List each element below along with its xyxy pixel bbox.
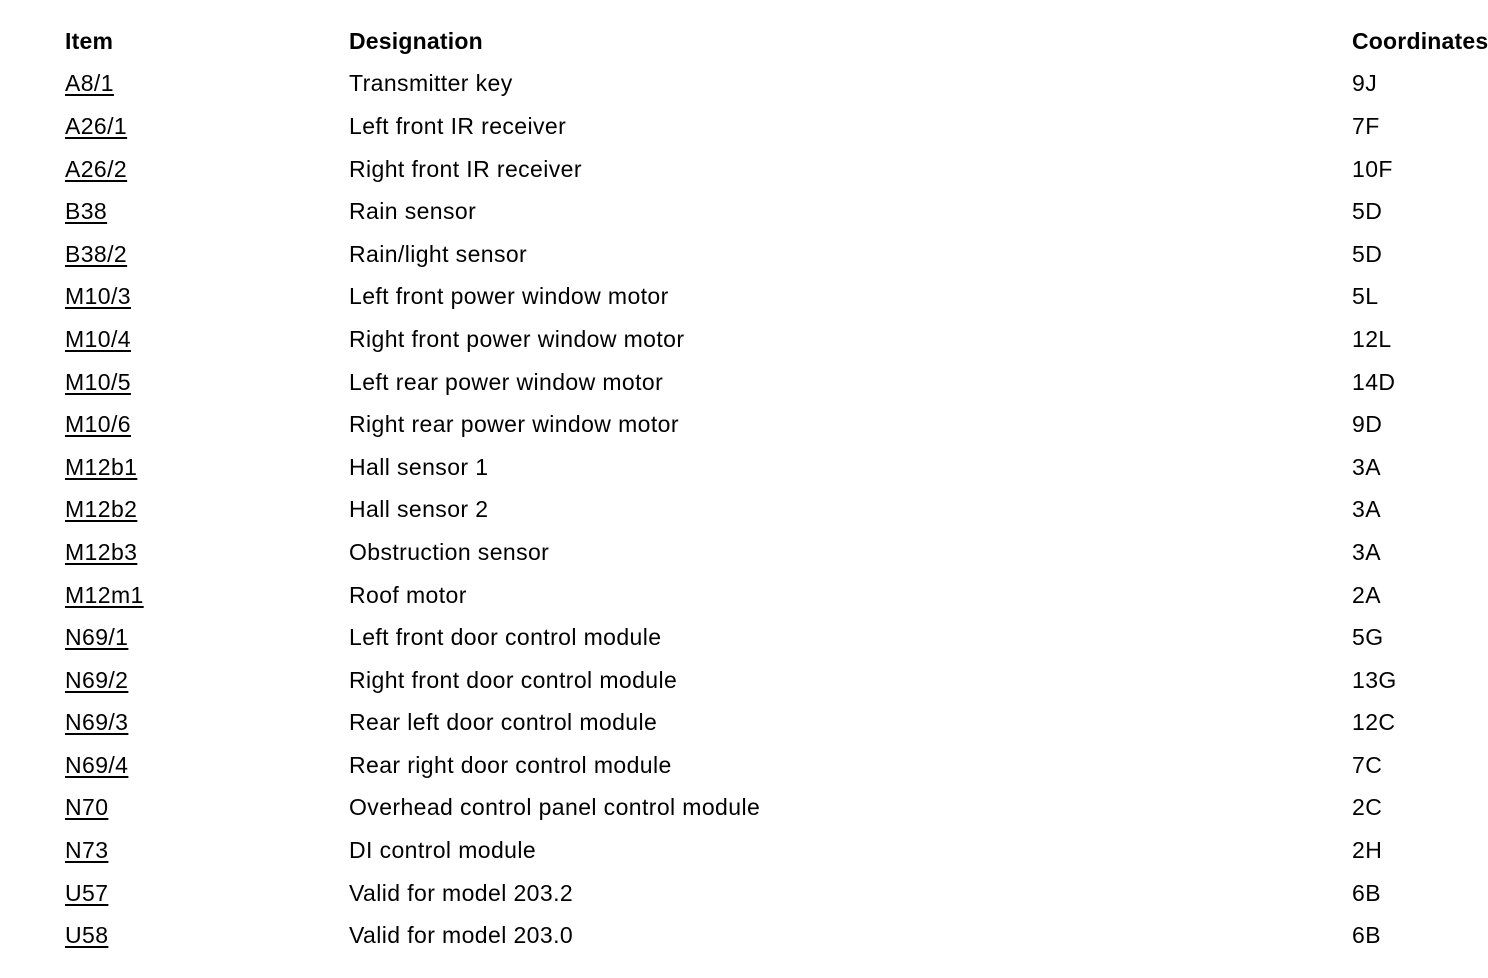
item-link[interactable]: M12b1 [65,453,138,480]
table-row [0,403,1472,446]
item-link[interactable]: U57 [65,879,109,906]
designation-cell: Transmitter key [349,70,513,97]
designation-cell: DI control module [349,837,537,864]
table-row [0,489,1472,532]
table-row [0,702,1472,745]
table-body [0,63,1472,957]
designation-cell: Left rear power window motor [349,368,664,395]
item-link[interactable]: M10/4 [65,325,131,352]
component-legend-table [0,20,1488,957]
table-row [0,361,1472,404]
item-link[interactable]: N69/1 [65,624,129,651]
table-row [0,446,1472,489]
table-row [0,829,1472,872]
item-cell [0,702,349,745]
designation-cell: Right front IR receiver [349,155,582,182]
table-header-row [0,20,1472,63]
table-row [0,276,1472,319]
item-link[interactable]: B38/2 [65,240,128,267]
item-cell [0,787,349,830]
item-link[interactable]: N69/2 [65,666,129,693]
coordinates-cell: 14D [1352,368,1396,395]
designation-cell: Right front door control module [349,666,678,693]
header-coordinates: Coordinates [1352,27,1488,54]
table-row [0,318,1472,361]
item-link[interactable]: M12m1 [65,581,144,608]
coordinates-cell: 6B [1352,922,1381,949]
table-row [0,914,1472,957]
header-item: Item [65,27,114,54]
item-link[interactable]: A8/1 [65,70,114,97]
coordinates-cell: 3A [1352,496,1381,523]
designation-cell: Left front door control module [349,624,662,651]
item-link[interactable]: M10/3 [65,283,131,310]
item-cell [0,829,349,872]
item-link[interactable]: U58 [65,922,109,949]
table-row [0,233,1472,276]
table-row [0,105,1472,148]
coordinates-cell: 9D [1352,411,1383,438]
header-designation: Designation [349,27,483,54]
coordinates-cell: 9J [1352,70,1378,97]
designation-cell: Right rear power window motor [349,411,679,438]
designation-cell: Left front IR receiver [349,112,567,139]
designation-cell: Valid for model 203.2 [349,879,574,906]
item-cell [0,233,349,276]
table-row [0,190,1472,233]
item-cell [0,872,349,915]
designation-cell: Valid for model 203.0 [349,922,574,949]
coordinates-cell: 10F [1352,155,1393,182]
item-link[interactable]: N69/4 [65,751,129,778]
item-cell [0,105,349,148]
coordinates-cell: 5D [1352,198,1383,225]
designation-cell: Roof motor [349,581,467,608]
item-cell [0,446,349,489]
coordinates-cell: 2A [1352,581,1381,608]
table-row [0,63,1472,106]
coordinates-cell: 5D [1352,240,1383,267]
table-row [0,574,1472,617]
coordinates-cell: 13G [1352,666,1397,693]
designation-cell: Left front power window motor [349,283,669,310]
item-link[interactable]: M12b2 [65,496,138,523]
item-cell [0,318,349,361]
coordinates-cell: 5L [1352,283,1379,310]
coordinates-cell: 3A [1352,453,1381,480]
item-link[interactable]: N70 [65,794,109,821]
item-link[interactable]: M12b3 [65,538,138,565]
coordinates-cell: 2C [1352,794,1383,821]
designation-cell: Rain/light sensor [349,240,528,267]
coordinates-cell: 7F [1352,112,1380,139]
item-cell [0,914,349,957]
designation-cell: Hall sensor 2 [349,496,489,523]
coordinates-cell: 2H [1352,837,1383,864]
item-cell [0,744,349,787]
item-cell [0,659,349,702]
designation-cell: Obstruction sensor [349,538,550,565]
item-cell [0,148,349,191]
table-row [0,872,1472,915]
designation-cell: Hall sensor 1 [349,453,489,480]
item-link[interactable]: M10/5 [65,368,131,395]
designation-cell: Rear left door control module [349,709,658,736]
coordinates-cell: 7C [1352,751,1383,778]
designation-cell: Rain sensor [349,198,477,225]
designation-cell: Rear right door control module [349,751,672,778]
item-link[interactable]: A26/1 [65,112,128,139]
designation-cell: Overhead control panel control module [349,794,761,821]
item-cell [0,616,349,659]
table-row [0,531,1472,574]
item-link[interactable]: M10/6 [65,411,131,438]
item-link[interactable]: B38 [65,198,108,225]
designation-cell: Right front power window motor [349,325,685,352]
table-row [0,659,1472,702]
item-cell [0,574,349,617]
table-row [0,744,1472,787]
item-link[interactable]: N73 [65,837,109,864]
item-link[interactable]: N69/3 [65,709,129,736]
item-cell [0,531,349,574]
item-cell [0,489,349,532]
item-cell [0,403,349,446]
table-row [0,787,1472,830]
coordinates-cell: 6B [1352,879,1381,906]
coordinates-cell: 12L [1352,325,1392,352]
table-row [0,148,1472,191]
item-cell [0,63,349,106]
coordinates-cell: 12C [1352,709,1396,736]
item-cell [0,361,349,404]
coordinates-cell: 3A [1352,538,1381,565]
coordinates-cell: 5G [1352,624,1384,651]
table-row [0,616,1472,659]
item-cell [0,276,349,319]
item-link[interactable]: A26/2 [65,155,128,182]
item-cell [0,190,349,233]
